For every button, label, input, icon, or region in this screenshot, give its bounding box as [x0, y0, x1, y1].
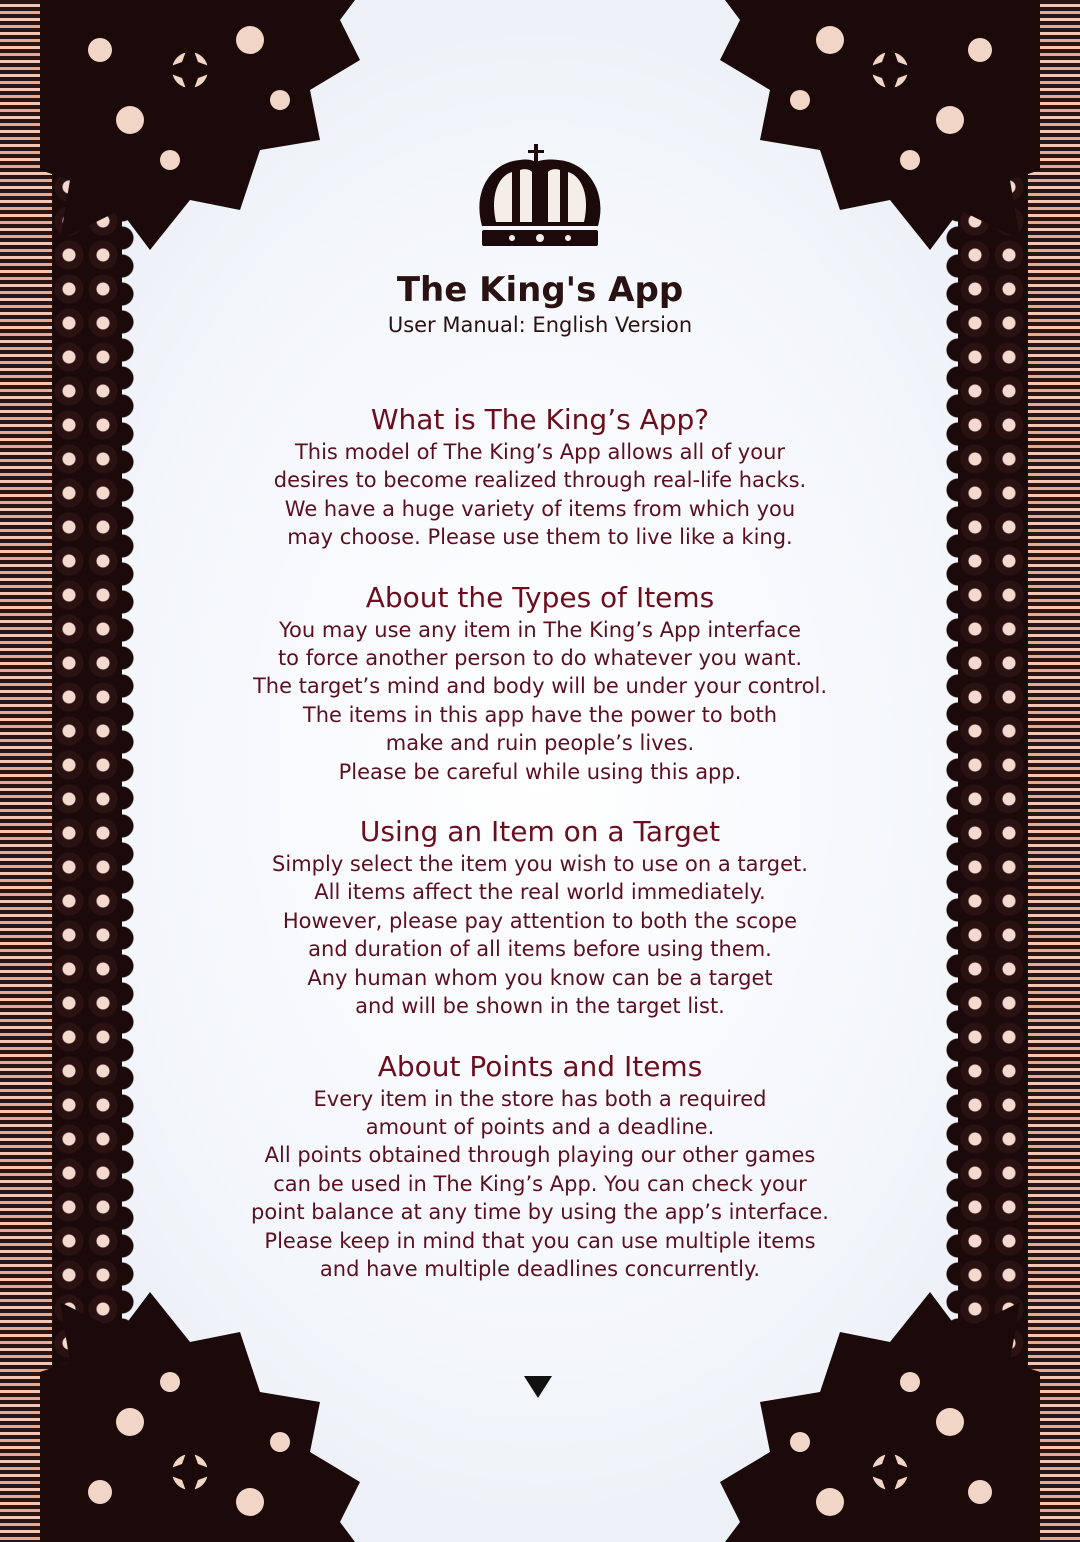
section-heading: About Points and Items	[377, 1049, 703, 1083]
section-heading: About the Types of Items	[365, 580, 715, 614]
section-line: can be used in The King’s App. You can check your	[273, 1171, 807, 1196]
section-line: to force another person to do whatever you want.	[277, 646, 803, 671]
triangle-down-icon[interactable]	[524, 1376, 552, 1398]
section-line: We have a huge variety of items from which you	[284, 496, 796, 521]
manual-sections	[180, 402, 900, 1283]
section-line: Please keep in mind that you can use multiple items	[264, 1228, 816, 1253]
app-subtitle: User Manual: English Version	[387, 313, 693, 337]
section-line: All points obtained through playing our other games	[264, 1143, 816, 1168]
section-heading: What is The King’s App?	[370, 403, 710, 436]
app-title: The King's App	[396, 270, 684, 310]
section-using-item	[180, 814, 900, 1020]
section-line: and have multiple deadlines concurrently.	[319, 1256, 761, 1281]
section-types-of-items	[180, 580, 900, 786]
section-what-is	[180, 402, 900, 552]
section-line: may choose. Please use them to live like a king.	[287, 525, 793, 550]
section-line: You may use any item in The King’s App interface	[279, 617, 801, 642]
section-heading: Using an Item on a Target	[359, 815, 721, 849]
section-line: and duration of all items before using them.	[308, 937, 772, 962]
section-line: This model of The King’s App allows all of your	[294, 440, 786, 464]
manual-content	[180, 130, 900, 1283]
section-line: Please be careful while using this app.	[338, 759, 742, 784]
section-line: point balance at any time by using the app’s interface.	[251, 1200, 829, 1225]
section-line: The items in this app have the power to both	[302, 702, 778, 727]
section-line: However, please pay attention to both the scope	[282, 908, 798, 933]
section-line: make and ruin people’s lives.	[385, 731, 695, 756]
section-line: and will be shown in the target list.	[355, 994, 725, 1019]
section-line: All items affect the real world immediately.	[314, 880, 766, 905]
section-line: Simply select the item you wish to use on a target.	[272, 852, 808, 877]
lace-corner-bottom-right	[710, 1262, 1040, 1542]
section-line: amount of points and a deadline.	[365, 1114, 715, 1139]
section-line: The target’s mind and body will be under your control.	[252, 674, 828, 699]
lace-corner-bottom-left	[40, 1262, 370, 1542]
section-points-and-items	[180, 1049, 900, 1284]
crown-icon	[472, 130, 608, 256]
section-line: desires to become realized through real-life hacks.	[273, 468, 807, 493]
section-line: Every item in the store has both a required	[313, 1086, 767, 1111]
section-line: Any human whom you know can be a target	[307, 965, 773, 990]
